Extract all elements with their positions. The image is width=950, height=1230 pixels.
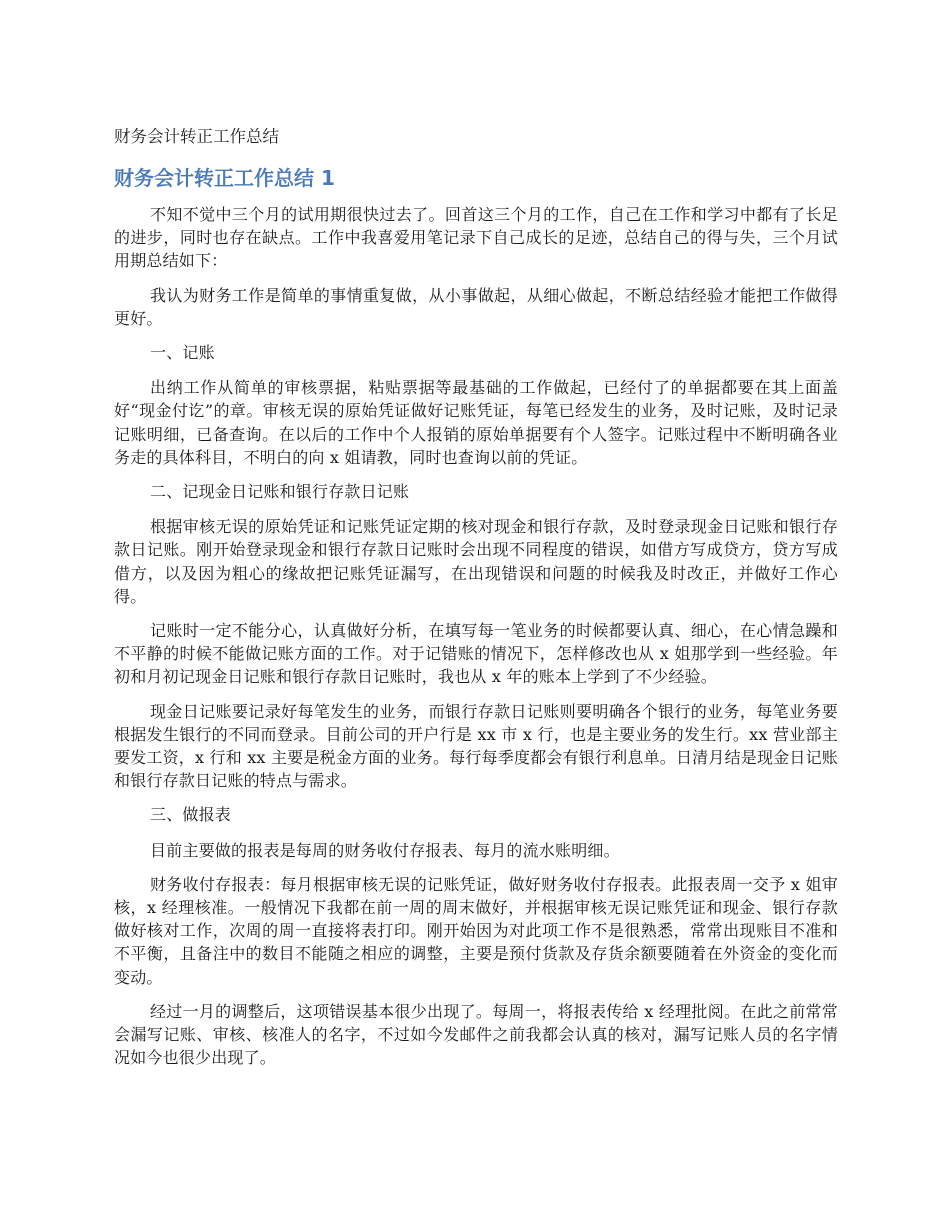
paragraph-journals-2: 记账时一定不能分心，认真做好分析，在填写每一笔业务的时候都要认真、细心，在心情急躁和不平静的时候不能做记账方面的工作。对于记错账的情况下，怎样修改也从 x 姐那学到一些经验。年初和月初记现金日记账和银行存款日记账时，我也从 x 年的账本上学到了不少经验。 (114, 621, 838, 687)
paragraph-reports-2: 财务收付存报表：每月根据审核无误的记账凭证，做好财务收付存报表。此报表周一交予 x 姐审核，x 经理核准。一般情况下我都在前一周的周末做好，并根据审核无误记账凭证和现金、银行存款做好核对工作，次周的周一直接将表打印。刚开始因为对此项工作不是很熟悉，常常出现账目不准和不平衡，且备注中的数目不能随之相应的调整，主要是预付货款及存货余额要随着在外资金的变化而变动。 (114, 874, 838, 987)
paragraph-reports-3: 经过一月的调整后，这项错误基本很少出现了。每周一，将报表传给 x 经理批阅。在此之前常常会漏写记账、审核、核准人的名字，不过如今发邮件之前我都会认真的核对，漏写记账人员的名字情况如今也很少出现了。 (114, 1001, 838, 1068)
document-body (114, 203, 838, 1081)
paragraph-journals-3: 现金日记账要记录好每笔发生的业务，而银行存款日记账则要明确各个银行的业务，每笔业务要根据发生银行的不同而登录。目前公司的开户行是 xx 市 x 行，也是主要业务的发生行。xx 营业部主要发工资，x 行和 xx 主要是税金方面的业务。每行每季度都会有银行利息单。日清月结是现金日记账和银行存款日记账的特点与需求。 (114, 701, 838, 791)
paragraph-philosophy: 我认为财务工作是简单的事情重复做，从小事做起，从细心做起，不断总结经验才能把工作做得更好。 (114, 285, 838, 328)
section-title-journals: 二、记现金日记账和银行存款日记账 (150, 482, 410, 502)
section-title-reports: 三、做报表 (150, 805, 232, 825)
paragraph-reports-1: 目前主要做的报表是每周的财务收付存报表、每月的流水账明细。 (150, 840, 620, 860)
document-title: 财务会计转正工作总结 (114, 127, 279, 146)
paragraph-intro: 不知不觉中三个月的试用期很快过去了。回首这三个月的工作，自己在工作和学习中都有了长足的进步，同时也存在缺点。工作中我喜爱用笔记录下自己成长的足迹，总结自己的得与失，三个月试用期总结如下： (114, 205, 838, 271)
section-heading: 财务会计转正工作总结 1 (114, 166, 335, 190)
paragraph-journals-1: 根据审核无误的原始凭证和记账凭证定期的核对现金和银行存款，及时登录现金日记账和银行存款日记账。刚开始登录现金和银行存款日记账时会出现不同程度的错误，如借方写成贷方，贷方写成借方，以及因为粗心的缘故把记账凭证漏写，在出现错误和问题的时候我及时改正，并做好工作心得。 (114, 517, 838, 606)
paragraph-bookkeeping: 出纳工作从简单的审核票据，粘贴票据等最基础的工作做起，已经付了的单据都要在其上面盖好“现金付讫”的章。审核无误的原始凭证做好记账凭证，每笔已经发生的业务，及时记账，及时记录记账明细，已备查询。在以后的工作中个人报销的原始单据要有个人签字。记账过程中不断明确各业务走的具体科目，不明白的向 x 姐请教，同时也查询以前的凭证。 (114, 378, 838, 467)
section-title-bookkeeping: 一、记账 (150, 343, 215, 363)
